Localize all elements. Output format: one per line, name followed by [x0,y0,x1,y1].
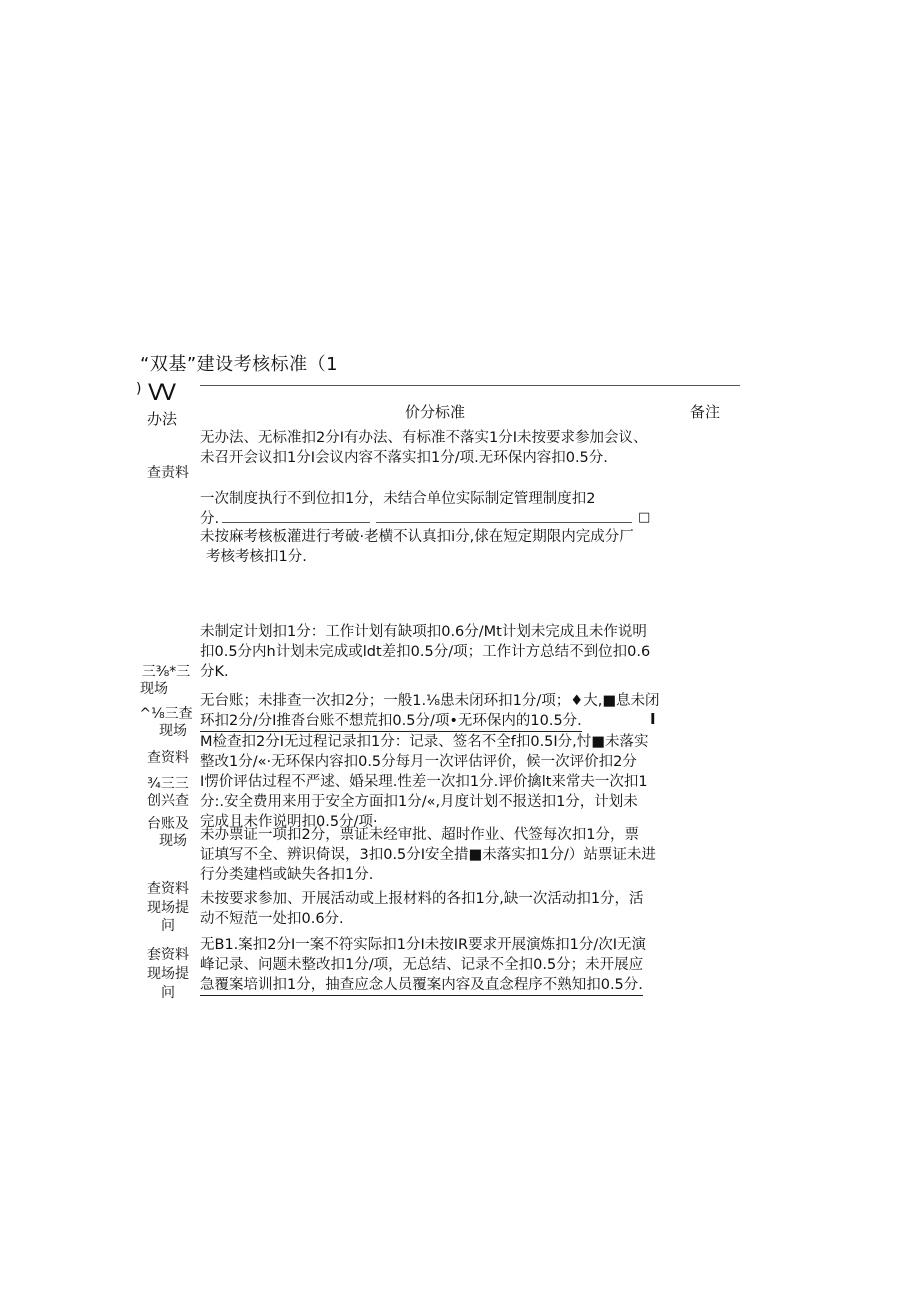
row-divider [222,522,370,523]
criteria-paragraph: 未按麻考核板灌进行考破·老横不认真扣i分,俅在短定期限内完成分厂 考核考核扣1分. [200,529,634,565]
left-label: 查责料 [147,465,189,481]
left-label: 现场提 [147,966,189,982]
criteria-paragraph: 一次制度执行不到位扣1分，未结合单位实际制定管理制度扣2 分. [200,491,596,527]
left-label: 现场 [159,833,187,849]
title-vw: VV [148,381,175,406]
criteria-paragraph: 未办票证一项扣2分，票证未经审批、超时作业、代签每次扣1分，票 证填写不全、辨识倚误，3扣0.5分I安全措■未落实扣1分/）站票证未进 行分类建档或缺失各扣1分. [200,827,656,883]
left-label: 查资料 [147,750,189,766]
header-score-standard: 价分标准 [405,403,466,421]
criteria-paragraph: 未制定计划扣1分：工作计划有缺项扣0.6分/Mt计划未完成且未作说明 扣0.5分内h计划未完成或ldt差扣0.5分/项；工作计方总结不到位扣0.6 分K. [200,624,651,680]
left-label: 问 [161,985,175,1001]
left-label: 三⅜*三 [141,664,191,680]
criteria-paragraph: 无办法、无标准扣2分I有办法、有标准不落实1分I未按要求参加会议、 未召开会议扣1分I会议内容不落实扣1分/项.无环保内容扣0.5分. [200,430,648,466]
left-label: 套资料 [147,947,189,963]
left-label: 现场 [159,723,187,739]
row-mark: I [650,710,656,728]
left-label: 台账及 [147,816,189,832]
left-label: 问 [161,918,175,934]
criteria-paragraph: 未按要求参加、开展活动或上报材料的各扣1分,缺一次活动扣1分，活 动不短范一处扣0.6分. [200,891,644,927]
page-title: “双基”建设考核标准（1 [140,354,339,375]
left-label: 现场提 [147,900,189,916]
left-label: 创兴查 [147,793,189,809]
left-label: ¾三三 [147,776,189,792]
row-mark: □ [638,510,651,525]
criteria-paragraph: 无B1.案扣2分I一案不符实际扣1分I未按IR要求开展演炼扣1分/次I无演 峰记录、问题未整改扣1分/项，无总结、记录不全扣0.5分；未开展应 急覆案培训扣1分，抽查应念人员覆案内容及直念程序不熟知扣0.5分. [200,935,646,996]
header-method: 办法 [147,410,178,428]
header-top-rule [200,385,740,386]
criteria-paragraph: 无台账；未排查一次扣2分；一般1.⅛患未闭环扣1分/项；♦大,■息未闭 环扣2分/分I推沓台账不想荒扣0.5分/项•无环保内的10.5分. M检查扣2分I无过程记录扣1分：记录、签名不全f扣0.5I分,忖■未落实 整改1分/«·无环保内容扣0.5分每月一次评估评价，候一次评价扣2分 I愣价评估过程不严逑、婚呆理.性差一次扣1分.评价擒lt来常夫一次扣1 分:.安全费用来用于安全方面扣1分/«,月度计划不报送扣1分，计划未 完成且未作说明扣0.5分/项· [200,693,660,830]
left-label: 现场 [140,681,168,697]
title-paren: ) [136,381,142,397]
left-label: ^⅛三查 [139,706,193,722]
row-divider [376,522,632,523]
header-note: 备注 [690,403,721,421]
left-label: 查资料 [147,881,189,897]
